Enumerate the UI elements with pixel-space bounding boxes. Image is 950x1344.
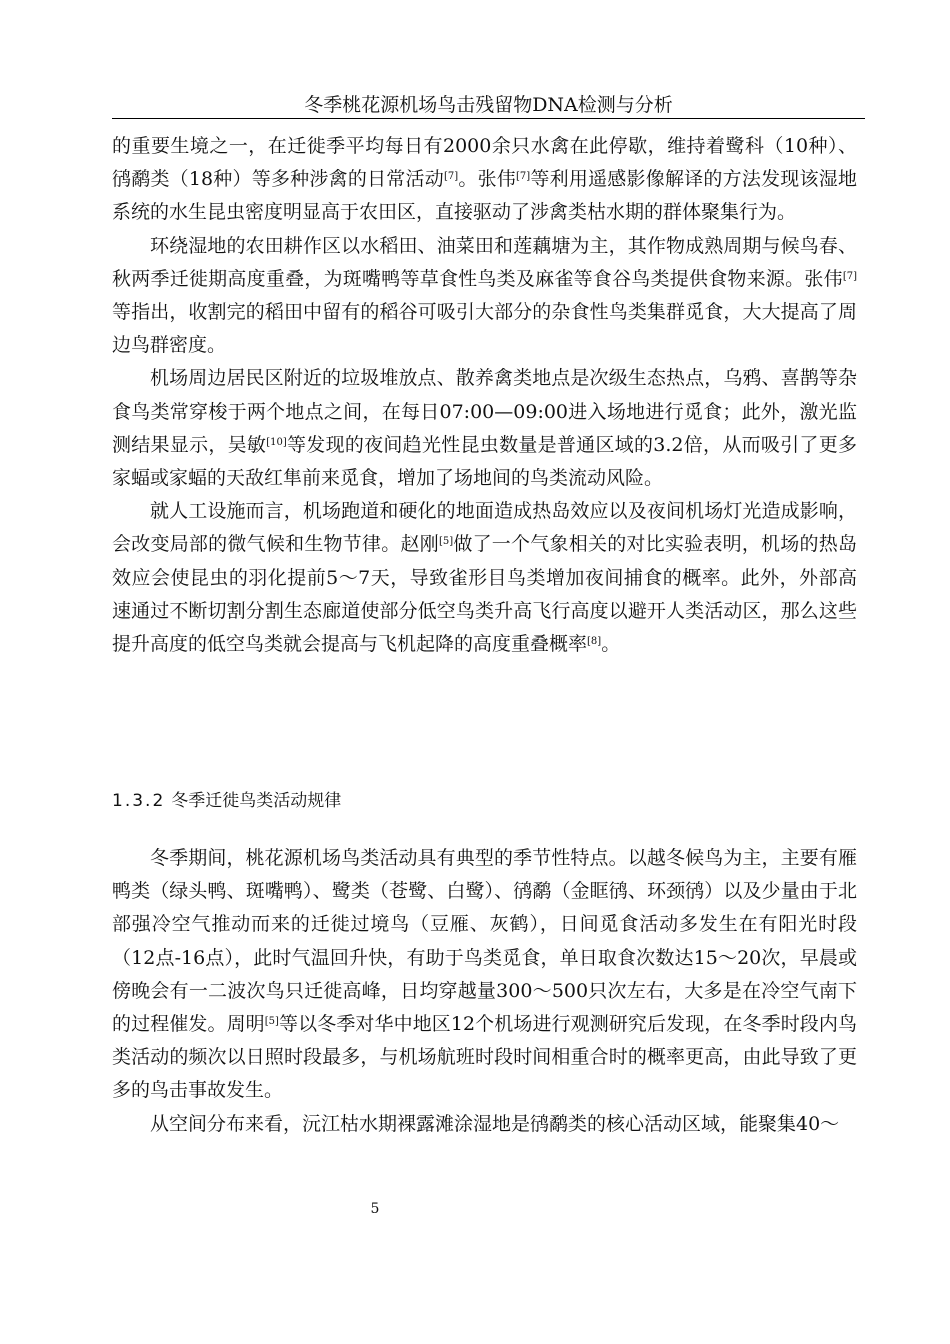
citation-superscript: [7] xyxy=(443,171,459,183)
citation-superscript: [8] xyxy=(587,636,602,648)
body-text-top xyxy=(112,130,857,661)
citation-superscript: [5] xyxy=(264,1016,279,1028)
section-heading xyxy=(112,789,341,813)
section-number: 1.3.2 xyxy=(112,791,166,811)
paragraph-text: 冬季期间，桃花源机场鸟类活动具有典型的季节性特点。以越冬候鸟为主，主要有雁鸭类（绿头鸭、斑嘴鸭）、鹭类（苍鹭、白鹭）、鸻鹬（金眶鸻、环颈鸻）以及少量由于北部强冷空气推动而来的迁徙过境鸟（豆雁、灰鹤），日间觅食活动多发生在有阳光时段（12点-16点），此时气温回升快，有助于鸟类觅食，单日取食次数达15～20次，早晨或傍晚会有一二波次鸟只迁徙高峰，日均穿越量300～500只次左右，大多是在冷空气南下的过程催发。周明 xyxy=(112,847,857,1036)
paragraph-text: 。 xyxy=(601,633,621,656)
citation-superscript: [7] xyxy=(516,171,531,183)
paragraph-text: 等以冬季对华中地区12个机场进行观测研究后发现，在冬季时段内鸟类活动的频次以日照时段最多，与机场航班时段时间相重合时的概率更高，由此导致了更多的鸟击事故发生。 xyxy=(112,1013,857,1102)
citation-superscript: [5] xyxy=(438,536,454,548)
paragraph-text: 环绕湿地的农田耕作区以水稻田、油菜田和莲藕塘为主，其作物成熟周期与候鸟春、秋两季迁徙期高度重叠，为斑嘴鸭等草食性鸟类及麻雀等食谷鸟类提供食物来源。张伟 xyxy=(112,234,857,290)
paragraph xyxy=(112,130,857,230)
body-text-bottom xyxy=(112,842,857,1141)
running-header: 冬季桃花源机场鸟击残留物DNA检测与分析 xyxy=(304,94,673,116)
paragraph-text: 等利用遥感影像解译的方法发现该湿地系统的水生昆虫密度明显高于农田区，直接驱动了涉禽类枯水期的群体聚集行为。 xyxy=(112,168,857,224)
paragraph-text: 等发现的夜间趋光性昆虫数量是普通区域的3.2倍，从而吸引了更多家蝠或家蝠的天敌红隼前来觅食，增加了场地间的鸟类流动风险。 xyxy=(112,433,857,490)
section-title: 冬季迁徙鸟类活动规律 xyxy=(171,791,342,811)
paragraph-text: 机场周边居民区附近的垃圾堆放点、散养禽类地点是次级生态热点，乌鸦、喜鹊等杂食鸟类常穿梭于两个地点之间，在每日07:00—09:00进入场地进行觅食；此外，激光监测结果显示，吴敏 xyxy=(112,367,857,456)
paragraph-text: 等指出，收割完的稻田中留有的稻谷可吸引大部分的杂食性鸟类集群觅食，大大提高了周边鸟群密度。 xyxy=(112,301,857,357)
paragraph-text: 。张伟 xyxy=(458,168,517,191)
paragraph xyxy=(112,362,857,495)
paragraph-text: 就人工设施而言，机场跑道和硬化的地面造成热岛效应以及夜间机场灯光造成影响，会改变局部的微气候和生物节律。赵刚 xyxy=(112,500,857,556)
paragraph-text: 的重要生境之一，在迁徙季平均每日有2000余只水禽在此停歇，维持着鹭科（10种）、鸻鹬类（18种）等多种涉禽的日常活动 xyxy=(112,135,857,191)
citation-superscript: [10] xyxy=(266,436,287,448)
paragraph xyxy=(112,1108,857,1141)
citation-superscript: [7] xyxy=(842,270,857,282)
paragraph-text: 从空间分布来看，沅江枯水期裸露滩涂湿地是鸻鹬类的核心活动区域，能聚集40～ xyxy=(150,1112,840,1135)
paragraph xyxy=(112,842,857,1108)
paragraph xyxy=(112,495,857,661)
page-number: 5 xyxy=(370,1201,380,1217)
header-divider xyxy=(112,118,865,119)
paragraph xyxy=(112,230,857,363)
paragraph-text: 做了一个气象相关的对比实验表明，机场的热岛效应会使昆虫的羽化提前5～7天，导致雀形目鸟类增加夜间捕食的概率。此外，外部高速通过不断切割分割生态廊道使部分低空鸟类升高飞行高度以避开人类活动区，那么这些提升高度的低空鸟类就会提高与飞机起降的高度重叠概率 xyxy=(112,533,857,656)
